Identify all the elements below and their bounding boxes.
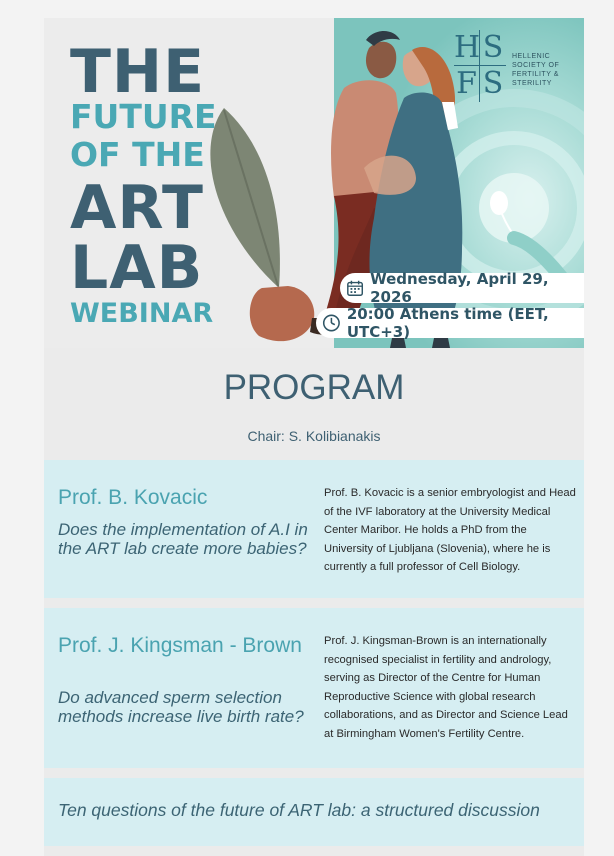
chair-line: Chair: S. Kolibianakis	[247, 428, 381, 444]
talk-card	[44, 608, 584, 768]
title-line: FUTURE	[70, 97, 217, 136]
speaker-bio: Prof. J. Kingsman-Brown is an internationally recognised specialist in fertility and andrology, serving as Director of the Centre for Human Reproductive Science with global research collaborations, and as Director and Science Lead at Birmingham Women's Fertility Centre.	[324, 635, 568, 740]
title-line: OF THE	[70, 135, 205, 174]
title-line: LAB	[70, 233, 204, 303]
logo-letter: F	[454, 66, 480, 102]
speaker-name: Prof. J. Kingsman - Brown	[58, 634, 302, 657]
speaker-name: Prof. B. Kovacic	[58, 486, 208, 509]
logo-letter: S	[482, 66, 504, 101]
title-line: THE	[70, 37, 206, 107]
event-time	[316, 305, 584, 341]
title-line: WEBINAR	[70, 298, 214, 329]
event-date	[340, 270, 584, 306]
logo-letter: H	[454, 30, 481, 65]
discussion-title: Ten questions of the future of ART lab: a structured discussion	[58, 800, 540, 820]
speaker-bio: Prof. B. Kovacic is a senior embryologist and Head of the IVF laboratory at the University Medical Center Maribor. He holds a PhD from the University of Ljubljana (Slovenia), where he is currently a full professor of Cell Biology.	[324, 487, 576, 573]
talk-question: Does the implementation of A.I in the ART lab create more babies?	[58, 520, 308, 558]
hsfs-logo	[454, 30, 578, 104]
hero-banner	[44, 18, 584, 348]
newsletter	[44, 18, 584, 856]
calendar-icon	[346, 278, 364, 298]
title-line: ART	[70, 173, 204, 243]
logo-letter: S	[480, 30, 506, 66]
program-heading: PROGRAM	[223, 368, 405, 407]
talk-question: Do advanced sperm selection methods increase live birth rate?	[58, 688, 304, 726]
sperm-graphic	[490, 191, 508, 215]
event-date-text: Wednesday, April 29, 2026	[370, 270, 549, 306]
clock-icon	[322, 312, 341, 334]
discussion-card	[44, 778, 584, 846]
logo-text: HELLENIC SOCIETY OF FERTILITY & STERILITY	[512, 53, 560, 87]
event-time-text: 20:00 Athens time (EET, UTC+3)	[346, 305, 549, 341]
talk-card	[44, 460, 584, 598]
webinar-title	[70, 37, 217, 330]
